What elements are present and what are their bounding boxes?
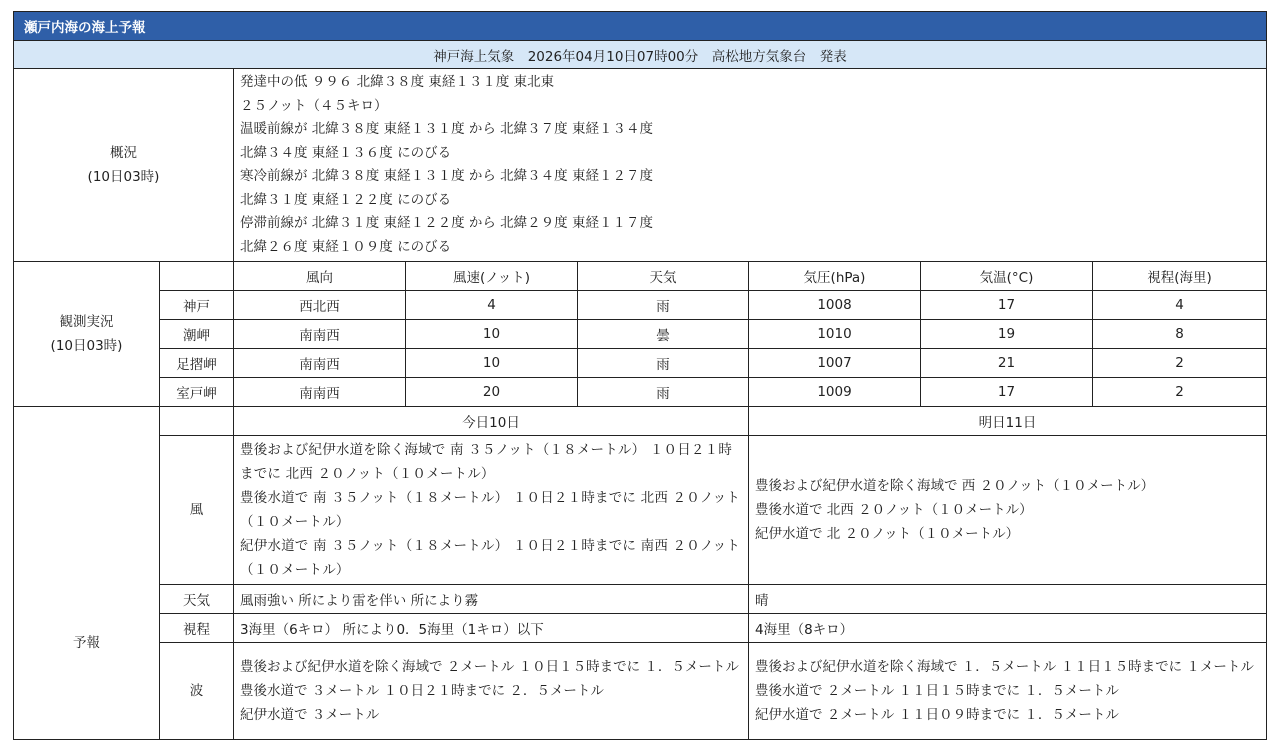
cell-weather: 雨 — [578, 378, 749, 407]
wave-tomorrow-line: 紀伊水道で ２メートル １１日０９時までに １．５メートル — [755, 707, 1119, 723]
col-header-visibility: 視程(海里) — [1093, 262, 1267, 291]
gaikyo-label — [14, 69, 234, 262]
gaikyo-label-main: 概況 — [110, 145, 137, 161]
wind-tomorrow-line: 豊後水道で 北西 ２０ノット（１０メートル） — [755, 502, 1033, 518]
observation-label — [14, 262, 160, 407]
forecast-visibility-label: 視程 — [160, 614, 234, 643]
forecast-weather-tomorrow: 晴 — [749, 585, 1267, 614]
table-row — [14, 320, 1267, 349]
forecast-tomorrow-header: 明日11日 — [749, 407, 1267, 436]
gaikyo-line: 北緯３１度 東経１２２度 にのびる — [240, 191, 452, 208]
cell-wind-speed: 20 — [406, 378, 578, 407]
forecast-today-header: 今日10日 — [234, 407, 749, 436]
forecast-wave-tomorrow — [749, 643, 1267, 740]
table-row — [14, 349, 1267, 378]
forecast-wind-tomorrow — [749, 436, 1267, 585]
forecast-table — [13, 11, 1267, 740]
station-name: 神戸 — [160, 291, 234, 320]
cell-weather: 雨 — [578, 291, 749, 320]
cell-wind-direction: 南南西 — [234, 378, 406, 407]
gaikyo-line: 温暖前線が 北緯３８度 東経１３１度 から 北緯３７度 東経１３４度 — [240, 121, 653, 137]
cell-temperature: 21 — [921, 349, 1093, 378]
wave-today-line: 紀伊水道で ３メートル — [240, 707, 380, 723]
forecast-header-blank — [160, 407, 234, 436]
cell-visibility: 8 — [1093, 320, 1267, 349]
col-header-temperature: 気温(°C) — [921, 262, 1093, 291]
forecast-wave-label: 波 — [160, 643, 234, 740]
forecast-weather-today: 風雨強い 所により雷を伴い 所により霧 — [234, 585, 749, 614]
gaikyo-text — [234, 69, 1267, 262]
col-header-wind-direction: 風向 — [234, 262, 406, 291]
cell-visibility: 2 — [1093, 349, 1267, 378]
cell-pressure: 1010 — [749, 320, 921, 349]
gaikyo-line: ２５ノット（４５キロ） — [240, 97, 388, 114]
forecast-visibility-tomorrow: 4海里（8キロ） — [749, 614, 1267, 643]
wind-tomorrow-line: 紀伊水道で 北 ２０ノット（１０メートル） — [755, 526, 1020, 542]
wave-tomorrow-line: 豊後水道で ２メートル １１日１５時までに １．５メートル — [755, 683, 1119, 699]
cell-wind-speed: 10 — [406, 349, 578, 378]
wind-today-line: 豊後水道で 南 ３５ノット（１８メートル） １０日２１時までに 北西 ２０ノット（１０メートル） — [240, 490, 741, 530]
table-row — [14, 291, 1267, 320]
wind-today-line: 豊後および紀伊水道を除く海域で 南 ３５ノット（１８メートル） １０日２１時までに 北西 ２０ノット（１０メートル） — [240, 442, 733, 482]
cell-pressure: 1009 — [749, 378, 921, 407]
cell-wind-direction: 南南西 — [234, 349, 406, 378]
observation-label-main: 観測実況 — [59, 314, 114, 330]
station-header-blank — [160, 262, 234, 291]
cell-pressure: 1008 — [749, 291, 921, 320]
gaikyo-line: 北緯２６度 東経１０９度 にのびる — [240, 238, 452, 255]
forecast-label: 予報 — [14, 407, 160, 740]
gaikyo-label-time: (10日03時) — [87, 169, 160, 185]
cell-wind-direction: 西北西 — [234, 291, 406, 320]
cell-pressure: 1007 — [749, 349, 921, 378]
table-row — [14, 378, 1267, 407]
station-name: 足摺岬 — [160, 349, 234, 378]
forecast-wind-today — [234, 436, 749, 585]
cell-weather: 曇 — [578, 320, 749, 349]
station-name: 潮岬 — [160, 320, 234, 349]
cell-wind-speed: 4 — [406, 291, 578, 320]
cell-temperature: 17 — [921, 378, 1093, 407]
wave-today-line: 豊後水道で ３メートル １０日２１時までに ２．５メートル — [240, 683, 604, 699]
cell-visibility: 2 — [1093, 378, 1267, 407]
cell-visibility: 4 — [1093, 291, 1267, 320]
issue-info: 神戸海上気象 2026年04月10日07時00分 高松地方気象台 発表 — [14, 41, 1267, 69]
forecast-visibility-today: 3海里（6キロ） 所により0．5海里（1キロ）以下 — [234, 614, 749, 643]
station-name: 室戸岬 — [160, 378, 234, 407]
col-header-pressure: 気圧(hPa) — [749, 262, 921, 291]
forecast-weather-label: 天気 — [160, 585, 234, 614]
cell-temperature: 17 — [921, 291, 1093, 320]
col-header-wind-speed: 風速(ノット) — [406, 262, 578, 291]
wind-today-line: 紀伊水道で 南 ３５ノット（１８メートル） １０日２１時までに 南西 ２０ノット（１０メートル） — [240, 538, 741, 578]
cell-wind-direction: 南南西 — [234, 320, 406, 349]
gaikyo-line: 北緯３４度 東経１３６度 にのびる — [240, 144, 452, 161]
forecast-wind-label: 風 — [160, 436, 234, 585]
col-header-weather: 天気 — [578, 262, 749, 291]
observation-label-time: (10日03時) — [50, 338, 123, 354]
page-title: 瀬戸内海の海上予報 — [14, 12, 1267, 41]
cell-wind-speed: 10 — [406, 320, 578, 349]
forecast-wave-today — [234, 643, 749, 740]
marine-forecast-panel — [13, 11, 1266, 740]
cell-temperature: 19 — [921, 320, 1093, 349]
gaikyo-line: 停滞前線が 北緯３１度 東経１２２度 から 北緯２９度 東経１１７度 — [240, 215, 653, 231]
wave-tomorrow-line: 豊後および紀伊水道を除く海域で １．５メートル １１日１５時までに １メートル — [755, 659, 1254, 675]
cell-weather: 雨 — [578, 349, 749, 378]
gaikyo-line: 寒冷前線が 北緯３８度 東経１３１度 から 北緯３４度 東経１２７度 — [240, 168, 653, 184]
wind-tomorrow-line: 豊後および紀伊水道を除く海域で 西 ２０ノット（１０メートル） — [755, 478, 1155, 494]
wave-today-line: 豊後および紀伊水道を除く海域で ２メートル １０日１５時までに １．５メートル — [240, 659, 739, 675]
gaikyo-line: 発達中の低 ９９６ 北緯３８度 東経１３１度 東北東 — [240, 74, 555, 90]
